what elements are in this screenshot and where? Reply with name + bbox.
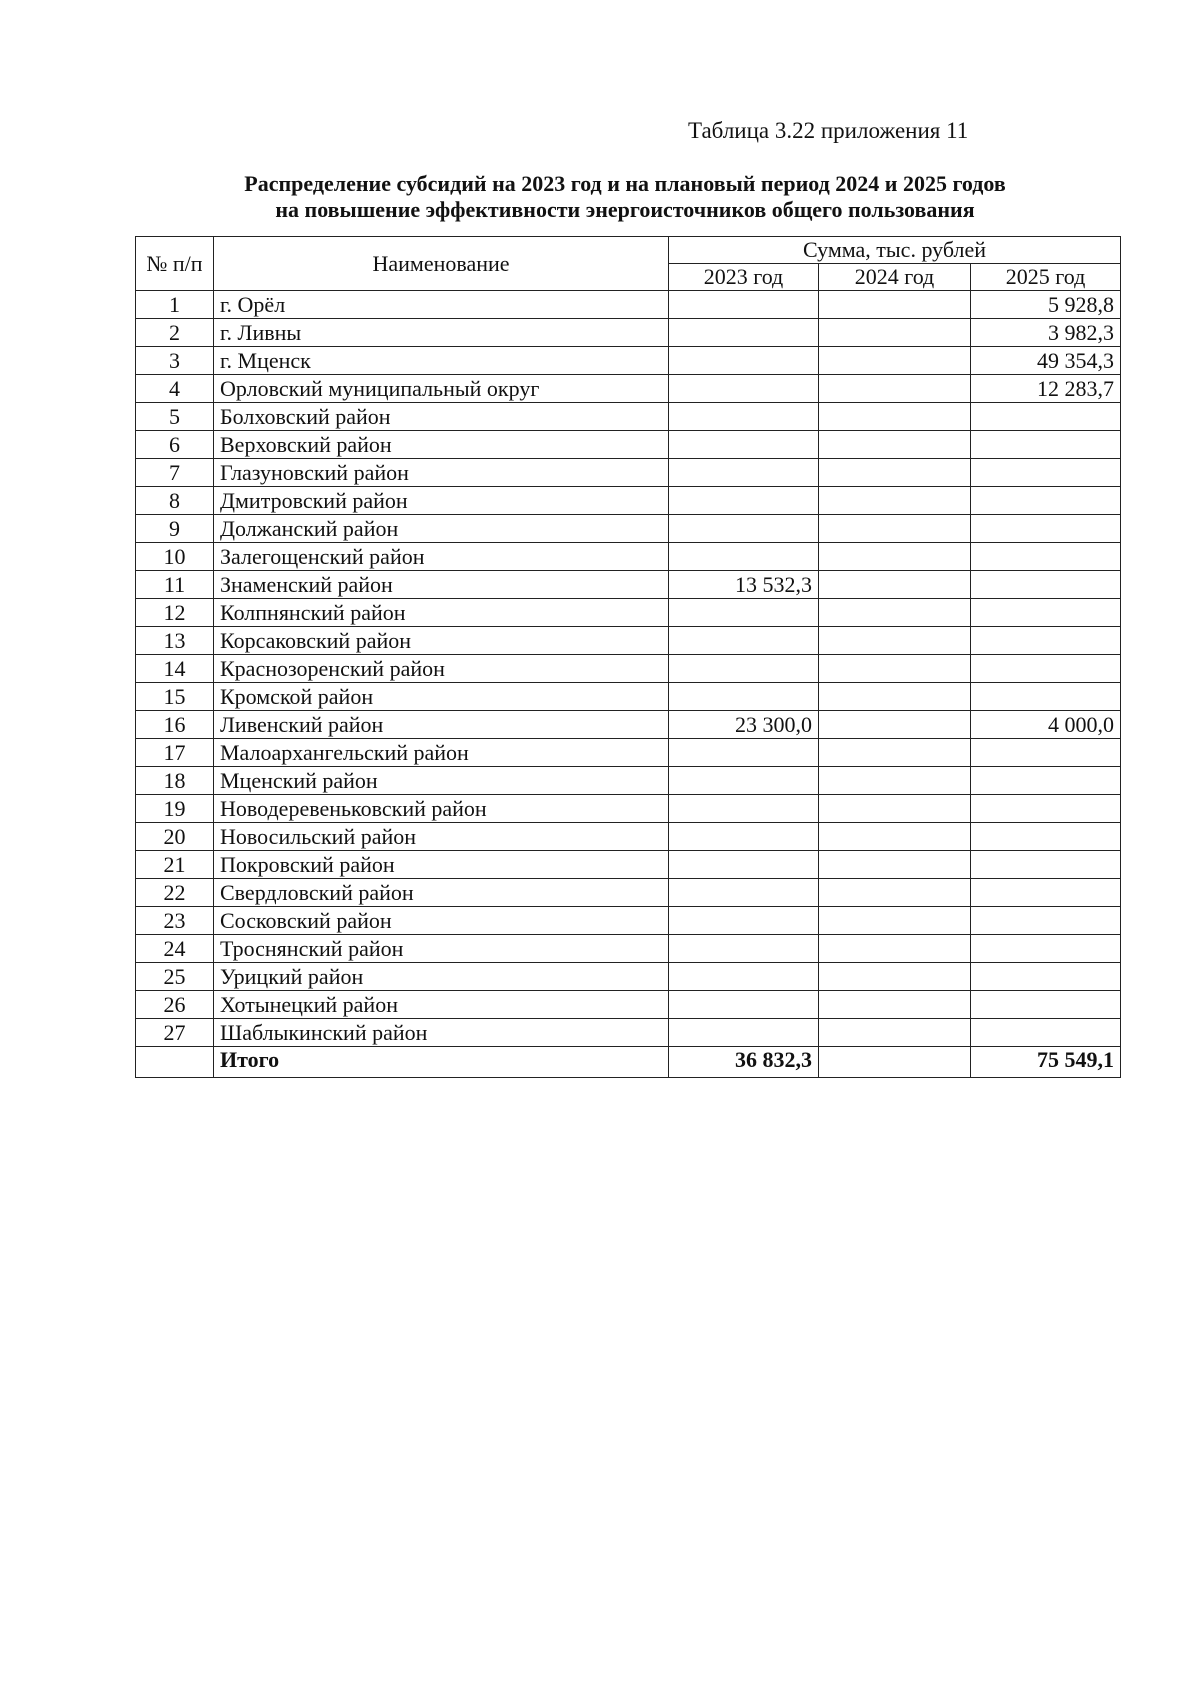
row-name: Шаблыкинский район (214, 1019, 669, 1047)
table-row (136, 767, 1121, 795)
table-row (136, 907, 1121, 935)
row-value-2025: 5 928,8 (971, 291, 1121, 319)
row-num: 5 (136, 403, 214, 431)
row-value-2025 (971, 431, 1121, 459)
row-name: Знаменский район (214, 571, 669, 599)
row-name: Урицкий район (214, 963, 669, 991)
table-row (136, 879, 1121, 907)
table-row (136, 543, 1121, 571)
row-value-2025 (971, 907, 1121, 935)
row-value-2025 (971, 1019, 1121, 1047)
table-row (136, 599, 1121, 627)
row-name: г. Ливны (214, 319, 669, 347)
row-value-2024 (819, 655, 971, 683)
row-value-2024 (819, 739, 971, 767)
row-name: Дмитровский район (214, 487, 669, 515)
row-value-2025 (971, 571, 1121, 599)
row-num: 23 (136, 907, 214, 935)
row-value-2025 (971, 459, 1121, 487)
table-row (136, 627, 1121, 655)
row-name: Новодеревеньковский район (214, 795, 669, 823)
row-value-2024 (819, 319, 971, 347)
row-value-2023 (669, 739, 819, 767)
row-num: 2 (136, 319, 214, 347)
row-num: 10 (136, 543, 214, 571)
row-value-2025 (971, 543, 1121, 571)
document-title-line-2: на повышение эффективности энергоисточников общего пользования (275, 197, 975, 222)
total-2023: 36 832,3 (669, 1047, 819, 1078)
header-sum: Сумма, тыс. рублей (669, 237, 1121, 264)
row-value-2023 (669, 431, 819, 459)
total-2024 (819, 1047, 971, 1078)
total-label: Итого (214, 1047, 669, 1078)
row-value-2023 (669, 655, 819, 683)
table-row (136, 291, 1121, 319)
row-value-2023 (669, 487, 819, 515)
row-value-2025 (971, 655, 1121, 683)
row-value-2023: 23 300,0 (669, 711, 819, 739)
row-value-2023 (669, 879, 819, 907)
row-value-2024 (819, 599, 971, 627)
table-row (136, 935, 1121, 963)
row-value-2025 (971, 935, 1121, 963)
row-value-2024 (819, 403, 971, 431)
row-value-2023 (669, 1019, 819, 1047)
table-row (136, 991, 1121, 1019)
row-value-2024 (819, 683, 971, 711)
row-name: Покровский район (214, 851, 669, 879)
row-value-2023 (669, 347, 819, 375)
subsidy-table (135, 236, 1121, 1078)
row-value-2025 (971, 739, 1121, 767)
row-value-2025 (971, 963, 1121, 991)
row-value-2025: 49 354,3 (971, 347, 1121, 375)
total-num (136, 1047, 214, 1078)
row-num: 7 (136, 459, 214, 487)
row-num: 27 (136, 1019, 214, 1047)
row-value-2024 (819, 711, 971, 739)
row-name: Должанский район (214, 515, 669, 543)
row-num: 18 (136, 767, 214, 795)
table-row (136, 487, 1121, 515)
row-name: Верховский район (214, 431, 669, 459)
row-name: Хотынецкий район (214, 991, 669, 1019)
table-row (136, 571, 1121, 599)
row-value-2025: 3 982,3 (971, 319, 1121, 347)
row-value-2024 (819, 431, 971, 459)
table-row (136, 1019, 1121, 1047)
row-value-2023 (669, 823, 819, 851)
row-num: 15 (136, 683, 214, 711)
row-value-2023 (669, 907, 819, 935)
row-value-2023 (669, 319, 819, 347)
row-value-2023 (669, 963, 819, 991)
row-value-2024 (819, 1019, 971, 1047)
table-row (136, 711, 1121, 739)
row-name: Сосковский район (214, 907, 669, 935)
row-name: Краснозоренский район (214, 655, 669, 683)
row-num: 9 (136, 515, 214, 543)
row-value-2023 (669, 627, 819, 655)
row-name: Корсаковский район (214, 627, 669, 655)
header-year-2024: 2024 год (819, 264, 971, 291)
row-value-2023 (669, 683, 819, 711)
row-value-2024 (819, 571, 971, 599)
row-value-2024 (819, 907, 971, 935)
row-value-2024 (819, 627, 971, 655)
header-num: № п/п (136, 237, 214, 291)
row-value-2024 (819, 375, 971, 403)
row-value-2025 (971, 403, 1121, 431)
row-value-2025 (971, 823, 1121, 851)
header-year-2025: 2025 год (971, 264, 1121, 291)
total-row (136, 1047, 1121, 1078)
table-row (136, 851, 1121, 879)
row-name: Новосильский район (214, 823, 669, 851)
document-title-line-1: Распределение субсидий на 2023 год и на плановый период 2024 и 2025 годов (244, 171, 1006, 196)
row-name: Залегощенский район (214, 543, 669, 571)
table-row (136, 431, 1121, 459)
row-value-2023 (669, 403, 819, 431)
row-name: Малоархангельский район (214, 739, 669, 767)
table-row (136, 823, 1121, 851)
row-name: Троснянский район (214, 935, 669, 963)
row-value-2024 (819, 879, 971, 907)
table-row (136, 459, 1121, 487)
row-num: 21 (136, 851, 214, 879)
row-num: 25 (136, 963, 214, 991)
row-name: Колпнянский район (214, 599, 669, 627)
row-value-2024 (819, 767, 971, 795)
row-num: 3 (136, 347, 214, 375)
row-num: 17 (136, 739, 214, 767)
header-year-2023: 2023 год (669, 264, 819, 291)
row-num: 26 (136, 991, 214, 1019)
row-value-2024 (819, 347, 971, 375)
row-name: Глазуновский район (214, 459, 669, 487)
row-value-2023 (669, 543, 819, 571)
row-num: 8 (136, 487, 214, 515)
row-num: 22 (136, 879, 214, 907)
total-2025: 75 549,1 (971, 1047, 1121, 1078)
table-row (136, 739, 1121, 767)
row-value-2024 (819, 991, 971, 1019)
row-value-2025 (971, 879, 1121, 907)
row-name: г. Мценск (214, 347, 669, 375)
row-value-2023 (669, 515, 819, 543)
header-name: Наименование (214, 237, 669, 291)
row-name: Свердловский район (214, 879, 669, 907)
table-row (136, 403, 1121, 431)
row-value-2023 (669, 991, 819, 1019)
row-num: 19 (136, 795, 214, 823)
row-name: Болховский район (214, 403, 669, 431)
row-value-2025 (971, 767, 1121, 795)
row-num: 4 (136, 375, 214, 403)
row-value-2025 (971, 851, 1121, 879)
table-row (136, 963, 1121, 991)
row-num: 12 (136, 599, 214, 627)
row-value-2023 (669, 795, 819, 823)
table-row (136, 347, 1121, 375)
row-value-2025: 12 283,7 (971, 375, 1121, 403)
row-value-2024 (819, 963, 971, 991)
table-body (136, 291, 1121, 1078)
table-caption: Таблица 3.22 приложения 11 (688, 118, 969, 143)
row-value-2024 (819, 935, 971, 963)
row-value-2023 (669, 767, 819, 795)
table-row (136, 795, 1121, 823)
row-num: 24 (136, 935, 214, 963)
row-num: 1 (136, 291, 214, 319)
row-value-2025 (971, 599, 1121, 627)
row-num: 6 (136, 431, 214, 459)
row-value-2024 (819, 851, 971, 879)
row-value-2024 (819, 795, 971, 823)
row-value-2025: 4 000,0 (971, 711, 1121, 739)
row-num: 20 (136, 823, 214, 851)
row-value-2023 (669, 935, 819, 963)
table-row (136, 683, 1121, 711)
row-value-2025 (971, 683, 1121, 711)
table-row (136, 655, 1121, 683)
row-value-2024 (819, 823, 971, 851)
row-value-2023 (669, 599, 819, 627)
row-num: 16 (136, 711, 214, 739)
row-num: 11 (136, 571, 214, 599)
table-row (136, 319, 1121, 347)
row-name: г. Орёл (214, 291, 669, 319)
row-value-2024 (819, 459, 971, 487)
row-name: Орловский муниципальный округ (214, 375, 669, 403)
row-name: Мценский район (214, 767, 669, 795)
row-num: 13 (136, 627, 214, 655)
row-value-2025 (971, 795, 1121, 823)
row-value-2024 (819, 543, 971, 571)
row-name: Ливенский район (214, 711, 669, 739)
row-num: 14 (136, 655, 214, 683)
row-name: Кромской район (214, 683, 669, 711)
row-value-2023 (669, 459, 819, 487)
row-value-2023 (669, 375, 819, 403)
row-value-2024 (819, 487, 971, 515)
row-value-2023: 13 532,3 (669, 571, 819, 599)
row-value-2023 (669, 291, 819, 319)
table-row (136, 375, 1121, 403)
row-value-2024 (819, 291, 971, 319)
row-value-2025 (971, 487, 1121, 515)
row-value-2025 (971, 991, 1121, 1019)
row-value-2023 (669, 851, 819, 879)
row-value-2025 (971, 515, 1121, 543)
table-row (136, 515, 1121, 543)
row-value-2024 (819, 515, 971, 543)
row-value-2025 (971, 627, 1121, 655)
